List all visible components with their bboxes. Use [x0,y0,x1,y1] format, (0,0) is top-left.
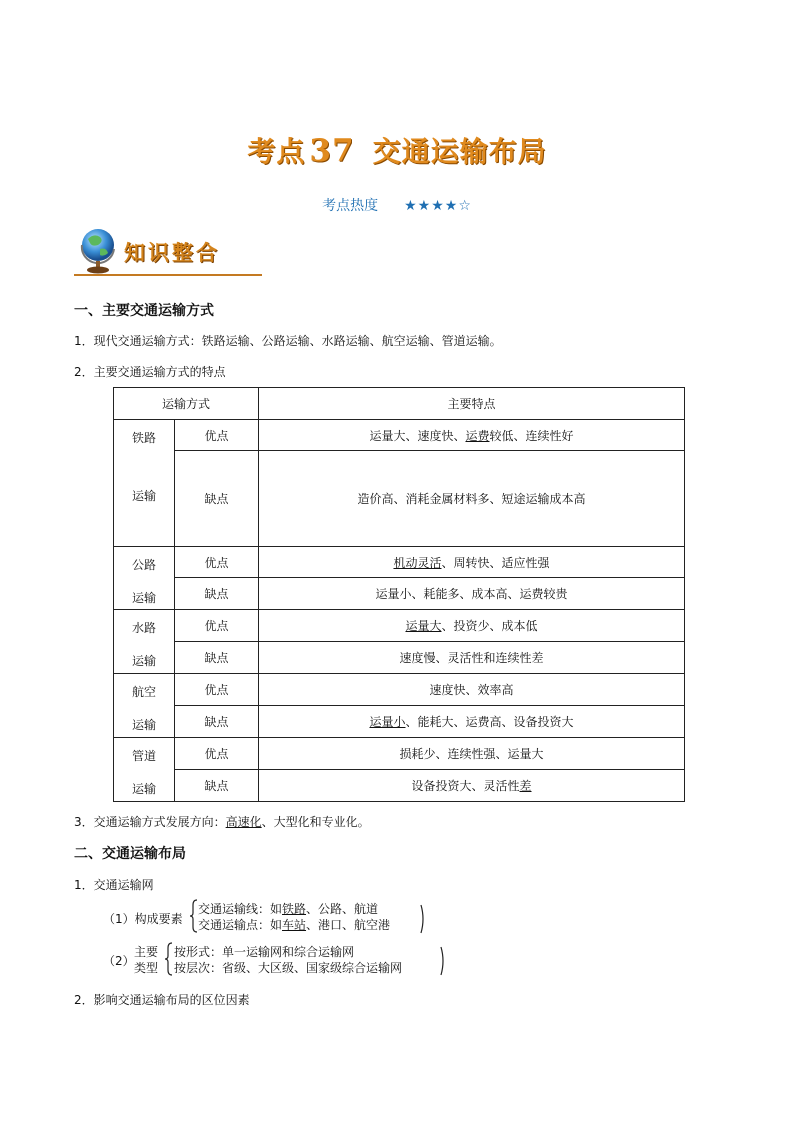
mode-line2: 运输 [131,591,156,605]
adv-text [259,547,685,578]
mode-cell [114,420,175,547]
sub1-line2 [198,916,390,933]
sub1-line1 [198,900,378,917]
paragraph-features-title: 2．主要交通运输方式的特点 [74,365,226,379]
mode-line2: 运输 [131,782,156,796]
sub1-label: （1）构成要素 [103,912,183,926]
text: 、公路、航道 [306,902,379,916]
heat-rating [0,195,794,215]
banner-label: 知识整合 [124,241,220,265]
dis-text: 造价高、消耗金属材料多、短途运输成本高 [259,451,685,547]
adv-text: 损耗少、连续性强、运量大 [259,738,685,770]
paragraph-development [74,813,370,830]
dis-label: 缺点 [175,578,259,610]
mode-cell [114,610,175,674]
heat-stars: ★★★★☆ [404,198,472,214]
text: 设备投资大、灵活性 [411,779,520,793]
mode-line1: 铁路 [131,431,156,445]
text: 3．交通运输方式发展方向： [74,815,226,829]
left-brace-icon [165,942,173,976]
mode-cell [114,738,175,802]
header-mode: 运输方式 [114,388,259,420]
table-row [114,706,685,738]
adv-label: 优点 [175,674,259,706]
table-row [114,674,685,706]
section-heading-2: 二、交通运输布局 [74,846,186,862]
features-table [113,387,685,802]
table-header-row [114,388,685,420]
text: 运量大、速度快、 [369,428,466,443]
mode-cell [114,547,175,610]
mode-cell [114,674,175,738]
mode-line1: 公路 [131,558,156,572]
underlined-text: 运量大 [405,619,442,633]
banner-rule [74,274,262,276]
table-row [114,738,685,770]
text: 交通运输线：如 [198,902,283,916]
adv-text [259,610,685,642]
underlined-text: 运费 [465,428,490,443]
heat-label: 考点热度 [322,198,379,214]
underlined-text: 运量小 [369,715,406,729]
section-heading-1: 一、主要交通运输方式 [74,303,214,319]
mode-line2: 运输 [131,489,156,503]
adv-label: 优点 [175,420,259,451]
dis-text: 运量小、耗能多、成本高、运费较贵 [259,578,685,610]
adv-label: 优点 [175,547,259,578]
underlined-text: 车站 [282,918,307,932]
underlined-text: 铁路 [282,902,307,916]
table-row [114,578,685,610]
paragraph-network: 1．交通运输网 [74,878,154,892]
adv-label: 优点 [175,738,259,770]
left-brace-icon [190,899,198,933]
table-row [114,610,685,642]
text: 交通运输点：如 [198,918,283,932]
title-prefix: 考点 [247,135,306,168]
text: 、投资少、成本低 [441,619,538,633]
dis-text [259,706,685,738]
paragraph-location-factors: 2．影响交通运输布局的区位因素 [74,993,250,1007]
mode-line1: 水路 [131,621,156,635]
paragraph-transport-modes: 1．现代交通运输方式：铁路运输、公路运输、水路运输、航空运输、管道运输。 [74,334,502,348]
underlined-text: 高速化 [225,815,262,829]
text: 较低、连续性好 [489,428,574,443]
adv-text [259,420,685,451]
underlined-text: 差 [519,779,532,793]
sub2-line1: 按形式：单一运输网和综合运输网 [174,945,355,959]
table-row [114,642,685,674]
adv-label: 优点 [175,610,259,642]
dis-text [259,770,685,802]
text: 、周转快、适应性强 [441,555,550,570]
dis-label: 缺点 [175,642,259,674]
right-paren-icon [420,904,426,934]
sub2-label2: 类型 [134,961,159,975]
dis-text: 速度慢、灵活性和连续性差 [259,642,685,674]
text: 、能耗大、运费高、设备投资大 [405,715,574,729]
table-row [114,770,685,802]
adv-text: 速度快、效率高 [259,674,685,706]
dis-label: 缺点 [175,770,259,802]
knowledge-banner [74,225,264,279]
dis-label: 缺点 [175,706,259,738]
text: 、大型化和专业化。 [261,815,370,829]
underlined-text: 机动灵活 [393,555,442,570]
title-text: 交通运输布局 [372,135,547,168]
header-feature: 主要特点 [259,388,685,420]
page-title [0,130,794,170]
table-row [114,547,685,578]
title-number: 37 [309,133,355,169]
mode-line2: 运输 [131,718,156,732]
right-paren-icon [440,946,446,976]
text: 、港口、航空港 [306,918,391,932]
mode-line1: 航空 [131,685,156,699]
table-row [114,451,685,547]
table-row [114,420,685,451]
globe-icon [76,225,118,275]
sub2-line2: 按层次：省级、大区级、国家级综合运输网 [174,961,403,975]
dis-label: 缺点 [175,451,259,547]
sub2-label1: 主要 [134,945,159,959]
sub2-num: （2） [103,954,135,968]
mode-line1: 管道 [131,749,156,763]
mode-line2: 运输 [131,654,156,668]
